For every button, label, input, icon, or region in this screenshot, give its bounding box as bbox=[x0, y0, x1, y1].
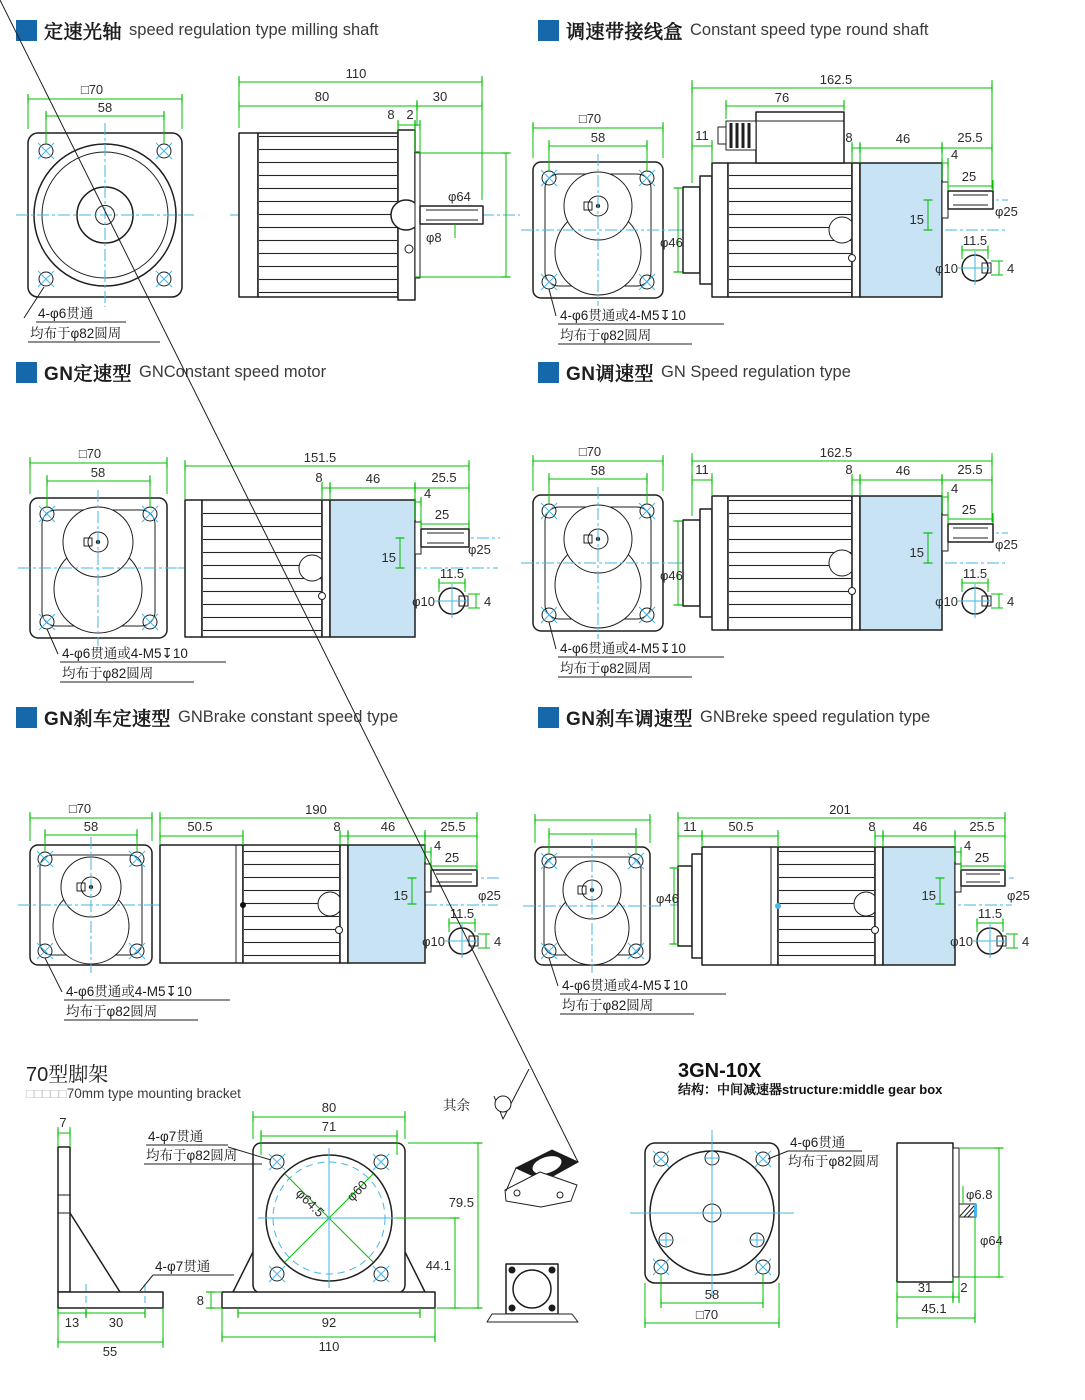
dim-11-5: 11.5 bbox=[449, 906, 475, 921]
dim-25: 25 bbox=[961, 169, 977, 184]
dim-92: 92 bbox=[321, 1315, 337, 1330]
panel-gn-constant-drawing bbox=[18, 446, 500, 682]
dim-8: 8 bbox=[315, 470, 323, 485]
dim-55: 55 bbox=[102, 1344, 118, 1359]
dim-25: 25 bbox=[974, 850, 990, 865]
panel-gn-speed-regulation-drawing bbox=[521, 444, 1018, 677]
dim-11-5: 11.5 bbox=[962, 566, 988, 581]
dim-46: 46 bbox=[895, 463, 911, 478]
section-title-en: GNConstant speed motor bbox=[139, 363, 327, 381]
dim-162-5: 162.5 bbox=[819, 72, 853, 87]
dim-4: 4 bbox=[424, 486, 432, 501]
dim-151-5: 151.5 bbox=[303, 450, 337, 465]
panel-milling-shaft-drawing bbox=[16, 66, 520, 342]
dim-11-5: 11.5 bbox=[962, 233, 988, 248]
dim-190: 190 bbox=[305, 802, 327, 817]
note-holes-2: 均布于φ82圆周 bbox=[62, 666, 154, 681]
surface-finish-rest-label: 其余 bbox=[443, 1098, 470, 1113]
dim-phi64: φ64 bbox=[448, 189, 471, 204]
gearbox-3gn10x-drawing bbox=[630, 1130, 1003, 1328]
dim-25-5: 25.5 bbox=[957, 462, 983, 477]
dim-11-5: 11.5 bbox=[977, 906, 1003, 921]
note-flange-holes-1: 4-φ7贯通 bbox=[148, 1129, 204, 1144]
dim-58: 58 bbox=[590, 130, 606, 145]
note-holes-1: 4-φ6贯通或4-M5↧10 bbox=[560, 308, 686, 323]
dim-square70: □70 bbox=[695, 1307, 719, 1322]
gearbox-subtitle: 结构：中间减速器structure:middle gear box bbox=[678, 1082, 943, 1097]
dim-31: 31 bbox=[917, 1280, 933, 1295]
dim-phi25: φ25 bbox=[468, 542, 491, 557]
dim-phi10: φ10 bbox=[412, 594, 435, 609]
dim-11: 11 bbox=[695, 462, 709, 477]
dim-square70: □70 bbox=[78, 446, 102, 461]
dim-8: 8 bbox=[387, 107, 395, 122]
dim-4: 4 bbox=[951, 481, 959, 496]
dim-square70: □70 bbox=[68, 801, 92, 816]
dim-25-5: 25.5 bbox=[440, 819, 466, 834]
note-holes-2: 均布于φ82圆周 bbox=[66, 1004, 158, 1019]
dim-phi10: φ10 bbox=[935, 594, 958, 609]
dim-8: 8 bbox=[333, 819, 341, 834]
section-title-en: Constant speed type round shaft bbox=[690, 21, 929, 39]
dim-phi10: φ10 bbox=[935, 261, 958, 276]
dim-4: 4 bbox=[964, 838, 972, 853]
dim-2: 2 bbox=[960, 1280, 968, 1295]
dim-phi64: φ64 bbox=[980, 1233, 1003, 1248]
dim-76: 76 bbox=[774, 90, 790, 105]
panel-constant-round-shaft-drawing bbox=[521, 72, 1018, 344]
dim-44-1: 44.1 bbox=[425, 1258, 451, 1273]
dim-phi46: φ46 bbox=[660, 568, 683, 583]
dim-11: 11 bbox=[695, 128, 709, 143]
dim-key4: 4 bbox=[1007, 261, 1015, 276]
dim-71: 71 bbox=[321, 1119, 337, 1134]
note-holes-1: 4-φ6贯通或4-M5↧10 bbox=[66, 984, 192, 999]
dim-key4: 4 bbox=[1007, 594, 1015, 609]
dim-15: 15 bbox=[393, 888, 408, 903]
dim-8: 8 bbox=[845, 130, 853, 145]
note-base-holes: 4-φ7贯通 bbox=[155, 1259, 211, 1274]
dim-58: 58 bbox=[90, 465, 106, 480]
dim-phi8: φ8 bbox=[426, 230, 442, 245]
dim-80: 80 bbox=[321, 1100, 337, 1115]
dim-58: 58 bbox=[704, 1287, 720, 1302]
dim-110: 110 bbox=[318, 1339, 340, 1354]
dim-46: 46 bbox=[912, 819, 928, 834]
dim-58: 58 bbox=[590, 463, 606, 478]
dim-square70: □70 bbox=[578, 444, 602, 459]
bracket-title: 70型脚架 bbox=[26, 1064, 109, 1086]
dim-30: 30 bbox=[108, 1315, 124, 1330]
dim-25: 25 bbox=[444, 850, 460, 865]
dim-15: 15 bbox=[921, 888, 936, 903]
dim-15: 15 bbox=[909, 545, 924, 560]
bracket-subtitle-text: 70mm type mounting bracket bbox=[66, 1086, 241, 1101]
note-holes-1: 4-φ6贯通或4-M5↧10 bbox=[62, 646, 188, 661]
dim-phi25: φ25 bbox=[995, 537, 1018, 552]
dim-25-5: 25.5 bbox=[957, 130, 983, 145]
dim-46: 46 bbox=[895, 131, 911, 146]
dim-79-5: 79.5 bbox=[448, 1195, 474, 1210]
note-flange-holes-2: 均布于φ82圆周 bbox=[146, 1148, 238, 1163]
section-title-en: GN Speed regulation type bbox=[661, 363, 851, 381]
dim-phi6-8: φ6.8 bbox=[966, 1187, 993, 1202]
bracket-subtitle-prefix: □□□□□ bbox=[26, 1086, 67, 1101]
dim-4: 4 bbox=[951, 147, 959, 162]
dim-8: 8 bbox=[868, 819, 876, 834]
note-holes-1: 4-φ6贯通 bbox=[38, 306, 94, 321]
dim-11-5: 11.5 bbox=[439, 566, 465, 581]
note-holes-2: 均布于φ82圆周 bbox=[562, 998, 654, 1013]
dim-15: 15 bbox=[381, 550, 396, 565]
section-title-en: speed regulation type milling shaft bbox=[129, 21, 379, 39]
dim-50-5: 50.5 bbox=[728, 819, 754, 834]
dim-58: 58 bbox=[97, 100, 113, 115]
dim-46: 46 bbox=[365, 471, 381, 486]
dim-25: 25 bbox=[961, 502, 977, 517]
dim-phi64-5: φ64.5 bbox=[292, 1185, 328, 1220]
dim-162-5: 162.5 bbox=[819, 445, 853, 460]
note-holes-2: 均布于φ82圆周 bbox=[30, 326, 122, 341]
dim-25-5: 25.5 bbox=[431, 470, 457, 485]
section-title-zh: 调速带接线盒 bbox=[566, 22, 684, 43]
dim-8-base: 8 bbox=[196, 1293, 204, 1308]
section-title-zh: GN刹车定速型 bbox=[44, 709, 172, 730]
dim-7: 7 bbox=[59, 1115, 67, 1130]
dim-phi10: φ10 bbox=[950, 934, 973, 949]
dim-phi46: φ46 bbox=[656, 891, 679, 906]
dim-square70: □70 bbox=[578, 111, 602, 126]
dim-201: 201 bbox=[829, 802, 851, 817]
dim-2: 2 bbox=[406, 107, 414, 122]
dim-4: 4 bbox=[434, 838, 442, 853]
gearbox-title: 3GN-10X bbox=[678, 1060, 762, 1082]
dim-key4: 4 bbox=[1022, 934, 1030, 949]
dim-25-5: 25.5 bbox=[969, 819, 995, 834]
dim-25: 25 bbox=[434, 507, 450, 522]
dim-square70: □70 bbox=[80, 82, 104, 97]
dim-key4: 4 bbox=[494, 934, 502, 949]
section-title-en: GNBrake constant speed type bbox=[178, 708, 399, 726]
dim-46: 46 bbox=[380, 819, 396, 834]
section-title-zh: GN刹车调速型 bbox=[566, 709, 694, 730]
note-holes-2: 均布于φ82圆周 bbox=[560, 328, 652, 343]
dim-phi46: φ46 bbox=[660, 235, 683, 250]
note-holes-1: 4-φ6贯通或4-M5↧10 bbox=[562, 978, 688, 993]
dim-phi25: φ25 bbox=[478, 888, 501, 903]
panel-gn-brake-speed-regulation-drawing bbox=[523, 802, 1030, 1014]
section-title-en: GNBreke speed regulation type bbox=[700, 708, 931, 726]
dim-15: 15 bbox=[909, 212, 924, 227]
bracket-isometric-front bbox=[487, 1264, 578, 1322]
note-holes-1: 4-φ6贯通 bbox=[790, 1135, 846, 1150]
dim-11: 11 bbox=[683, 819, 697, 834]
dim-58: 58 bbox=[83, 819, 99, 834]
note-holes-2: 均布于φ82圆周 bbox=[788, 1154, 880, 1169]
dim-phi60: φ60 bbox=[343, 1177, 371, 1205]
dim-8: 8 bbox=[845, 462, 853, 477]
dim-phi10: φ10 bbox=[422, 934, 445, 949]
dim-phi25: φ25 bbox=[1007, 888, 1030, 903]
dim-13: 13 bbox=[64, 1315, 80, 1330]
note-holes-2: 均布于φ82圆周 bbox=[560, 661, 652, 676]
dim-45-1: 45.1 bbox=[921, 1301, 947, 1316]
note-holes-1: 4-φ6贯通或4-M5↧10 bbox=[560, 641, 686, 656]
panel-gn-brake-constant-drawing bbox=[18, 801, 501, 1020]
dim-50-5: 50.5 bbox=[187, 819, 213, 834]
dim-30: 30 bbox=[432, 89, 448, 104]
dim-phi25: φ25 bbox=[995, 204, 1018, 219]
section-title-zh: GN调速型 bbox=[566, 364, 655, 385]
dim-110: 110 bbox=[345, 66, 367, 81]
section-title-zh: 定速光轴 bbox=[44, 22, 123, 43]
dim-80: 80 bbox=[314, 89, 330, 104]
section-title-zh: GN定速型 bbox=[44, 364, 133, 385]
dim-key4: 4 bbox=[484, 594, 492, 609]
